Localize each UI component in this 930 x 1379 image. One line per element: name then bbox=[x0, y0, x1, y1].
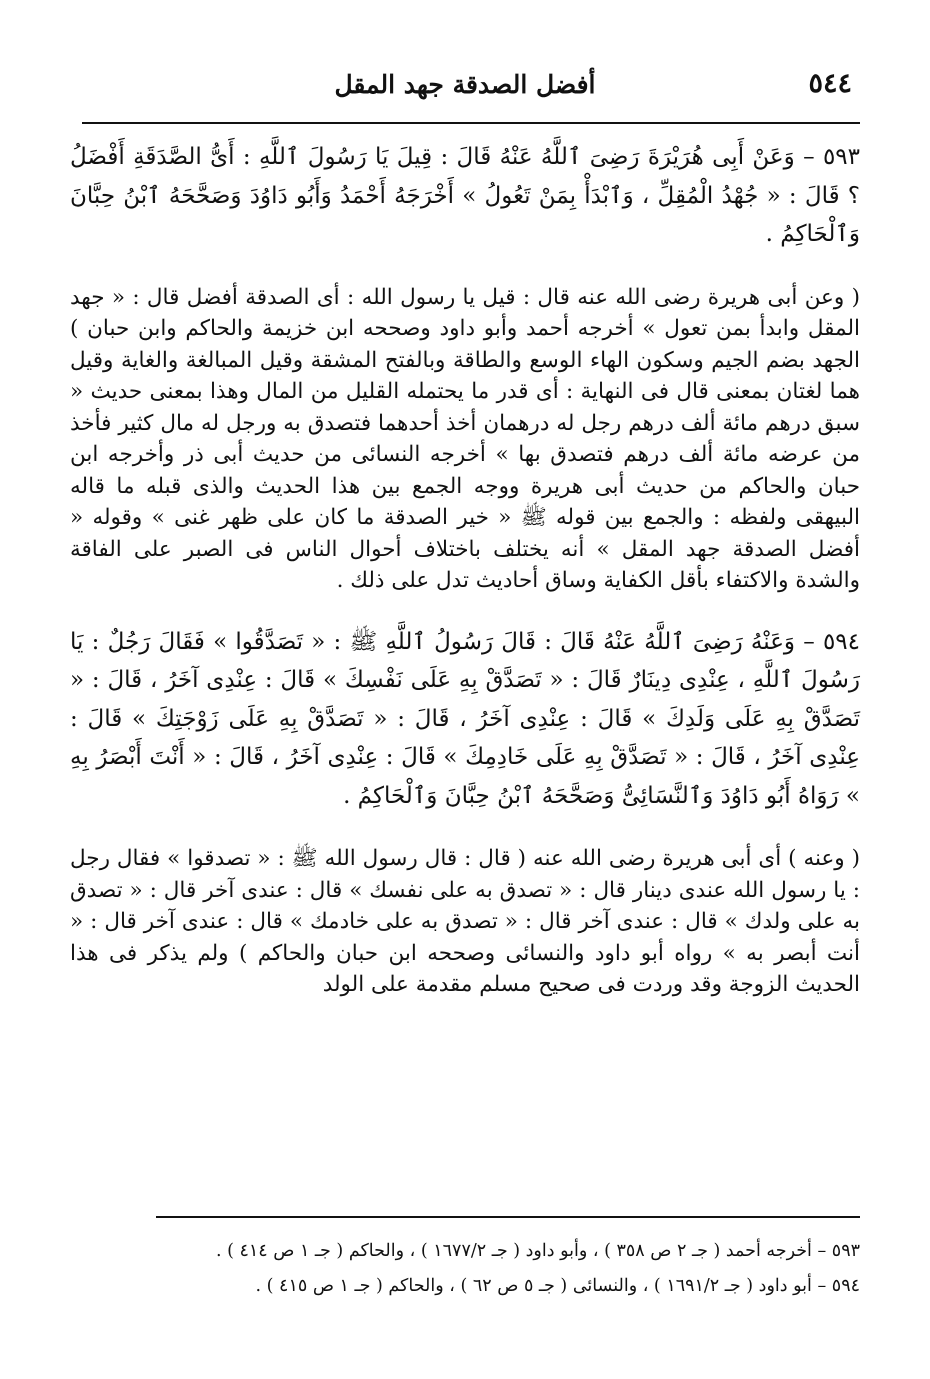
page-number: ٥٤٤ bbox=[808, 68, 852, 99]
commentary-593: ( وعن أبى هريرة رضى الله عنه قال : قيل يا رسول الله : أى الصدقة أفضل قال : « جهد المقل وابدأ بمن تعول » أخرجه أحمد وأبو داود وصححه ابن خزيمة والحاكم وابن حبان ) الجهد بضم الجيم وسكون الهاء الوسع والطاقة وبالفتح المشقة وقيل المبالغة والغاية وقيل هما لغتان بمعنى قال فى النهاية : أى قدر ما يحتمله القليل من المال وهذا بمعنى حديث « سبق درهم مائة ألف درهم رجل له درهمان أخذ أحدهما فتصدق به ورجل له مال كثير فأخذ من عرضه مائة ألف درهم فتصدق بها » أخرجه النسائى من حديث أبى ذر وأخرجه ابن حبان والحاكم من حديث أبى هريرة ووجه الجمع بين هذا الحديث والذى قبله ما قاله البيهقى ولفظه : والجمع بين قوله ﷺ « خير الصدقة ما كان على ظهر غنى » وقوله « أفضل الصدقة جهد المقل » أنه يختلف باختلاف أحوال الناس فى الصبر على الفاقة والشدة والاكتفاء بأقل الكفاية وساق أحاديث تدل على ذلك . bbox=[70, 284, 860, 593]
commentary-594: ( وعنه ) أى أبى هريرة رضى الله عنه ( قال : قال رسول الله ﷺ : « تصدقوا » فقال رجل : يا رسول الله عندى دينار قال : « تصدق به على نفسك » قال : عندى آخر قال : « تصدق به على ولدك » قال : عندى آخر قال : « تصدق به على خادمك » قال : عندى آخر قال : « أنت أبصر به » رواه أبو داود والنسائى وصححه ابن حبان والحاكم ) ولم يذكر فى هذا الحديث الزوجة وقد وردت فى صحيح مسلم مقدمة على الولد bbox=[70, 846, 860, 997]
footnote-593: ٥٩٣ – أخرجه أحمد ( جـ ٢ ص ٣٥٨ ) ، وأبو داود ( جـ ١٦٧٧/٢ ) ، والحاكم ( جـ ١ ص ٤١٤ ) . bbox=[215, 1241, 860, 1261]
footnote-divider bbox=[156, 1216, 860, 1218]
main-text bbox=[70, 138, 860, 1001]
hadith-594: ٥٩٤ – وَعَنْهُ رَضِىَ ٱللَّهُ عَنْهُ قَالَ : قَالَ رَسُولُ ٱللَّهِ ﷺ : « تَصَدَّقُوا » فَقَالَ رَجُلٌ : يَا رَسُولَ ٱللَّهِ ، عِنْدِى دِينَارٌ قَالَ : « تَصَدَّقْ بِهِ عَلَى نَفْسِكَ » قَالَ : عِنْدِى آخَرُ ، قَالَ : « تَصَدَّقْ بِهِ عَلَى وَلَدِكَ » قَالَ : عِنْدِى آخَرُ ، قَالَ : « تَصَدَّقْ بِهِ عَلَى زَوْجَتِكَ » قَالَ : عِنْدِى آخَرُ ، قَالَ : « تَصَدَّقْ بِهِ عَلَى خَادِمِكَ » قَالَ : عِنْدِى آخَرُ ، قَالَ : « أَنْتَ أَبْصَرُ بِهِ » رَوَاهُ أَبُو دَاوُدَ وَٱلنَّسَائِىُّ وَصَحَّحَهُ ٱبْنُ حِبَّانَ وَٱلْحَاكِمُ . bbox=[70, 628, 860, 809]
header-divider bbox=[82, 122, 860, 124]
book-page bbox=[70, 60, 860, 1330]
footnote-594: ٥٩٤ – أبو داود ( جـ ١٦٩١/٢ ) ، والنسائى ( جـ ٥ ص ٦٢ ) ، والحاكم ( جـ ١ ص ٤١٥ ) . bbox=[255, 1276, 860, 1296]
page-header bbox=[70, 60, 860, 122]
hadith-593: ٥٩٣ – وَعَنْ أَبِى هُرَيْرَةَ رَضِىَ ٱللَّهُ عَنْهُ قَالَ : قِيلَ يَا رَسُولَ ٱللَّهِ : أَىُّ الصَّدَقَةِ أَفْضَلُ ؟ قَالَ : « جُهْدُ الْمُقِلِّ ، وَٱبْدَأْ بِمَنْ تَعُولُ » أَخْرَجَهُ أَحْمَدُ وَأَبُو دَاوُدَ وَصَحَّحَهُ ٱبْنُ حِبَّانَ وَٱلْحَاكِمُ . bbox=[70, 144, 860, 247]
footnotes bbox=[70, 1234, 860, 1304]
running-title: أفضل الصدقة جهد المقل bbox=[334, 70, 596, 99]
